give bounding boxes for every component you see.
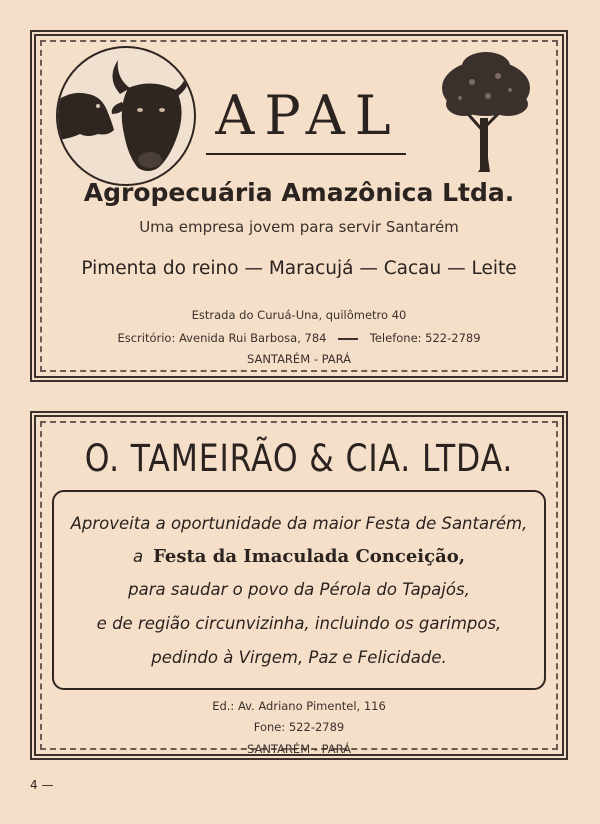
city: SANTARÉM - PARÁ: [246, 742, 352, 756]
message-line-4: e de região circunvizinha, incluindo os garimpos,: [96, 614, 502, 633]
tagline: Uma empresa jovem para servir Santarém: [139, 218, 459, 236]
office-address: Escritório: Avenida Rui Barbosa, 784: [117, 331, 327, 345]
bull-logo-icon: [56, 46, 196, 186]
city: SANTARÉM - PARÁ: [246, 352, 352, 366]
festival-name: Festa da Imaculada Conceição,: [153, 546, 466, 567]
company-name: Agropecuária Amazônica Ltda.: [83, 178, 515, 207]
phone-number: Fone: 522-2789: [253, 720, 345, 734]
street-address: Ed.: Av. Adriano Pimentel, 116: [212, 699, 386, 713]
tameirao-advertisement: [30, 411, 568, 760]
message-line-1: Aproveita a oportunidade da maior Festa de Santarém,: [70, 514, 528, 533]
road-address: Estrada do Curuá-Una, quilômetro 40: [191, 308, 407, 322]
tree-icon: [438, 48, 534, 176]
phone-number: Telefone: 522-2789: [369, 331, 481, 345]
separator-dash: [338, 338, 358, 340]
message-box: [52, 490, 546, 690]
apal-advertisement: [30, 30, 568, 382]
page-number: 4 —: [30, 778, 54, 792]
product-list: Pimenta do reino — Maracujá — Cacau — Leite: [81, 258, 517, 279]
message-line-3: para saudar o povo da Pérola do Tapajós,: [128, 580, 470, 599]
office-contact: [36, 331, 562, 345]
company-title: O. TAMEIRÃO & CIA. LTDA.: [84, 437, 514, 480]
brand-underline: [206, 153, 406, 155]
message-line-5: pedindo à Virgem, Paz e Felicidade.: [151, 648, 447, 667]
brand-name: APAL: [215, 84, 401, 147]
message-line-2-prefix: a: [132, 547, 144, 566]
message-line-2: [54, 546, 544, 567]
